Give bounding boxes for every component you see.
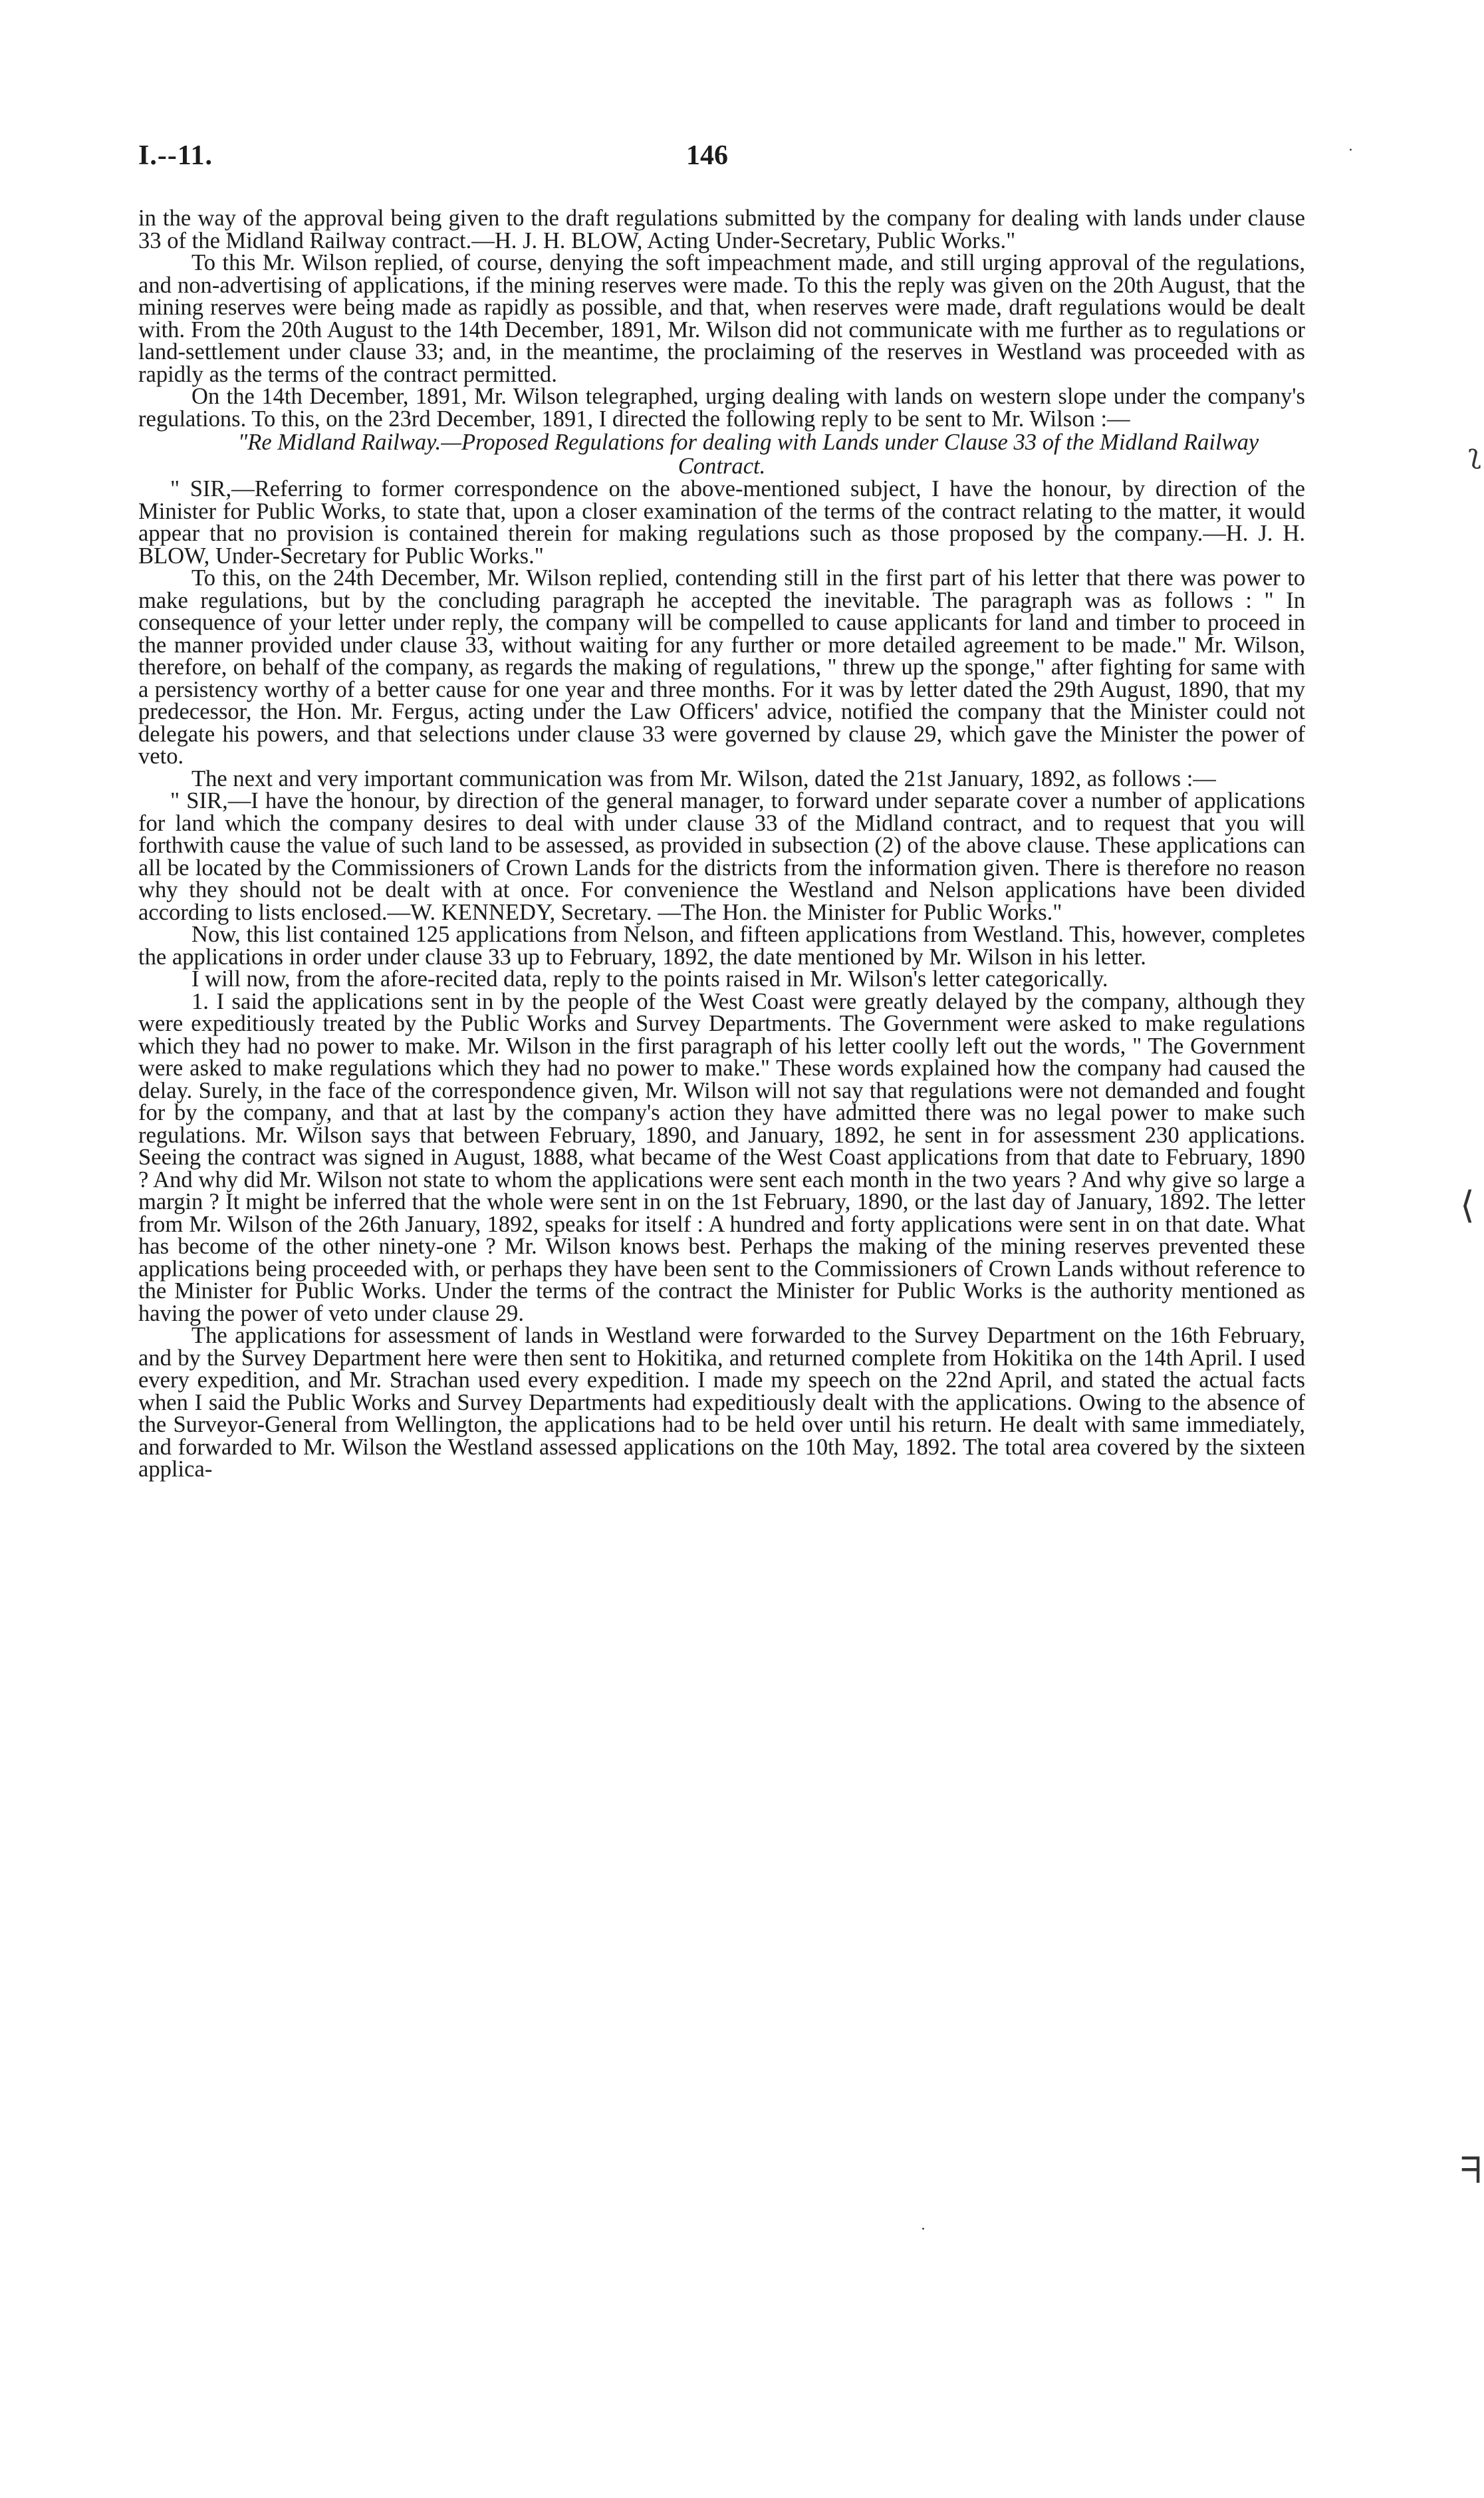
paragraph: Now, this list contained 125 applications from Nelson, and fifteen applications from Westland. This, however, completes the applications in order under clause 33 up to February, 1892, the date mentioned by Mr. Wilson in his letter. [138,922,1305,970]
margin-mark: ᖷ [1460,2150,1481,2191]
margin-mark: ʅ [1468,439,1481,470]
quoted-letter: " SIR,—Referring to former correspondence on the above-mentioned subject, I have the honour, by direction of the Minister for Public Works, to state that, upon a closer examination of the terms of the contract relating to the matter, it would appear that no provision is contained therein for making regulations such as those proposed by the company.—H. J. H. BLOW, Under-Secretary for Public Works." [138,476,1305,569]
paragraph: The next and very important communication was from Mr. Wilson, dated the 21st January, 1892, as follows :— [191,765,1216,791]
page-reference: I.--11. [138,140,213,171]
paragraph: The applications for assessment of lands in Westland were forwarded to the Survey Department on the 16th February, and by the Survey Department here were then sent to Hokitika, and returned complete from Hokitika on the 14th April. I used every expedition, and Mr. Strachan used every expedition. I made my speech on the 22nd April, and stated the actual facts when I said the Public Works and Survey Departments had expeditiously dealt with the applications. Owing to the absence of the Surveyor-General from Wellington, the applications had to be held over until his return. He dealt with same immediately, and forwarded to Mr. Wilson the Westland assessed applications on the 10th May, 1892. The total area covered by the sixteen applica- [138,1323,1305,1482]
document-body [138,208,1305,1481]
margin-speck: · [1348,142,1353,159]
letter-heading: "Re Midland Railway.—Proposed Regulations for dealing with Lands under Clause 33 of the Midland Railway Contract. [237,430,1259,479]
paragraph: in the way of the approval being given to the draft regulations submitted by the company for dealing with lands under clause 33 of the Midland Railway contract.—H. J. H. BLOW, Acting Under-Secretary, Public Works." [138,206,1305,253]
margin-mark: ⟨ [1460,1184,1475,1227]
page-speck: · [921,2221,926,2238]
paragraph: I will now, from the afore-recited data, reply to the points raised in Mr. Wilson's letter categorically. [191,966,1108,992]
page-number: 146 [686,140,728,171]
paragraph: 1. I said the applications sent in by the people of the West Coast were greatly delayed by the company, although they were expeditiously treated by the Public Works and Survey Departments. The Government were asked to make regulations which they had no power to make. Mr. Wilson in the first paragraph of his letter coolly left out the words, " The Government were asked to make regulations which they had no power to make." These words explained how the company had caused the delay. Surely, in the face of the correspondence given, Mr. Wilson will not say that regulations were not demanded and fought for by the company, and that at last by the company's action they have admitted there was no legal power to make such regulations. Mr. Wilson says that between February, 1890, and January, 1892, he sent in for assessment 230 applications. Seeing the contract was signed in August, 1888, what became of the West Coast applications from that date to February, 1890 ? And why did Mr. Wilson not state to whom the applications were sent each month in the two years ? And why give so large a margin ? It might be inferred that the whole were sent in on the 1st February, 1890, or the last day of January, 1892. The letter from Mr. Wilson of the 26th January, 1892, speaks for itself : A hundred and forty applications were sent in on that date. What has become of the other ninety-one ? Mr. Wilson knows best. Perhaps the making of the mining reserves prevented these applications being proceeded with, or perhaps they have been sent to the Commissioners of Crown Lands without reference to the Minister for Public Works. Under the terms of the contract the Minister for Public Works is the authority mentioned as having the power of veto under clause 29. [138,988,1305,1326]
quoted-letter: " SIR,—I have the honour, by direction of the general manager, to forward under separate cover a number of applications for land which the company desires to deal with under clause 33 of the Midland contract, and to request that you will forthwith cause the value of such land to be assessed, as provided in subsection (2) of the above clause. These applications can all be located by the Commissioners of Crown Lands for the districts from the information given. There is therefore no reason why they should not be dealt with at once. For convenience the Westland and Nelson applications have been divided according to lists enclosed.—W. KENNEDY, Secretary. —The Hon. the Minister for Public Works." [138,788,1305,925]
paragraph: To this Mr. Wilson replied, of course, denying the soft impeachment made, and still urging approval of the regulations, and non-advertising of applications, if the mining reserves were made. To this the reply was given on the 20th August, that the mining reserves were being made as rapidly as possible, and that, when reserves were made, draft regulations would be dealt with. From the 20th August to the 14th December, 1891, Mr. Wilson did not communicate with me further as to regulations or land-settlement under clause 33; and, in the meantime, the proclaiming of the reserves in Westland was proceeded with as rapidly as the terms of the contract permitted. [138,250,1305,387]
paragraph: On the 14th December, 1891, Mr. Wilson telegraphed, urging dealing with lands on western slope under the company's regulations. To this, on the 23rd December, 1891, I directed the following reply to be sent to Mr. Wilson :— [138,384,1305,432]
paragraph: To this, on the 24th December, Mr. Wilson replied, contending still in the first part of his letter that there was power to make regulations, but by the concluding paragraph he accepted the inevitable. The paragraph was as follows : " In consequence of your letter under reply, the company will be compelled to cause applicants for land and timber to proceed in the manner provided under clause 33, without waiting for any further or more detailed agreement to be made." Mr. Wilson, therefore, on behalf of the company, as regards the making of regulations, " threw up the sponge," after fighting for same with a persistency worthy of a better cause for one year and three months. For it was by letter dated the 29th August, 1890, that my predecessor, the Hon. Mr. Fergus, acting under the Law Officers' advice, notified the company that the Minister could not delegate his powers, and that selections under clause 33 were governed by clause 29, which gave the Minister the power of veto. [138,565,1305,769]
